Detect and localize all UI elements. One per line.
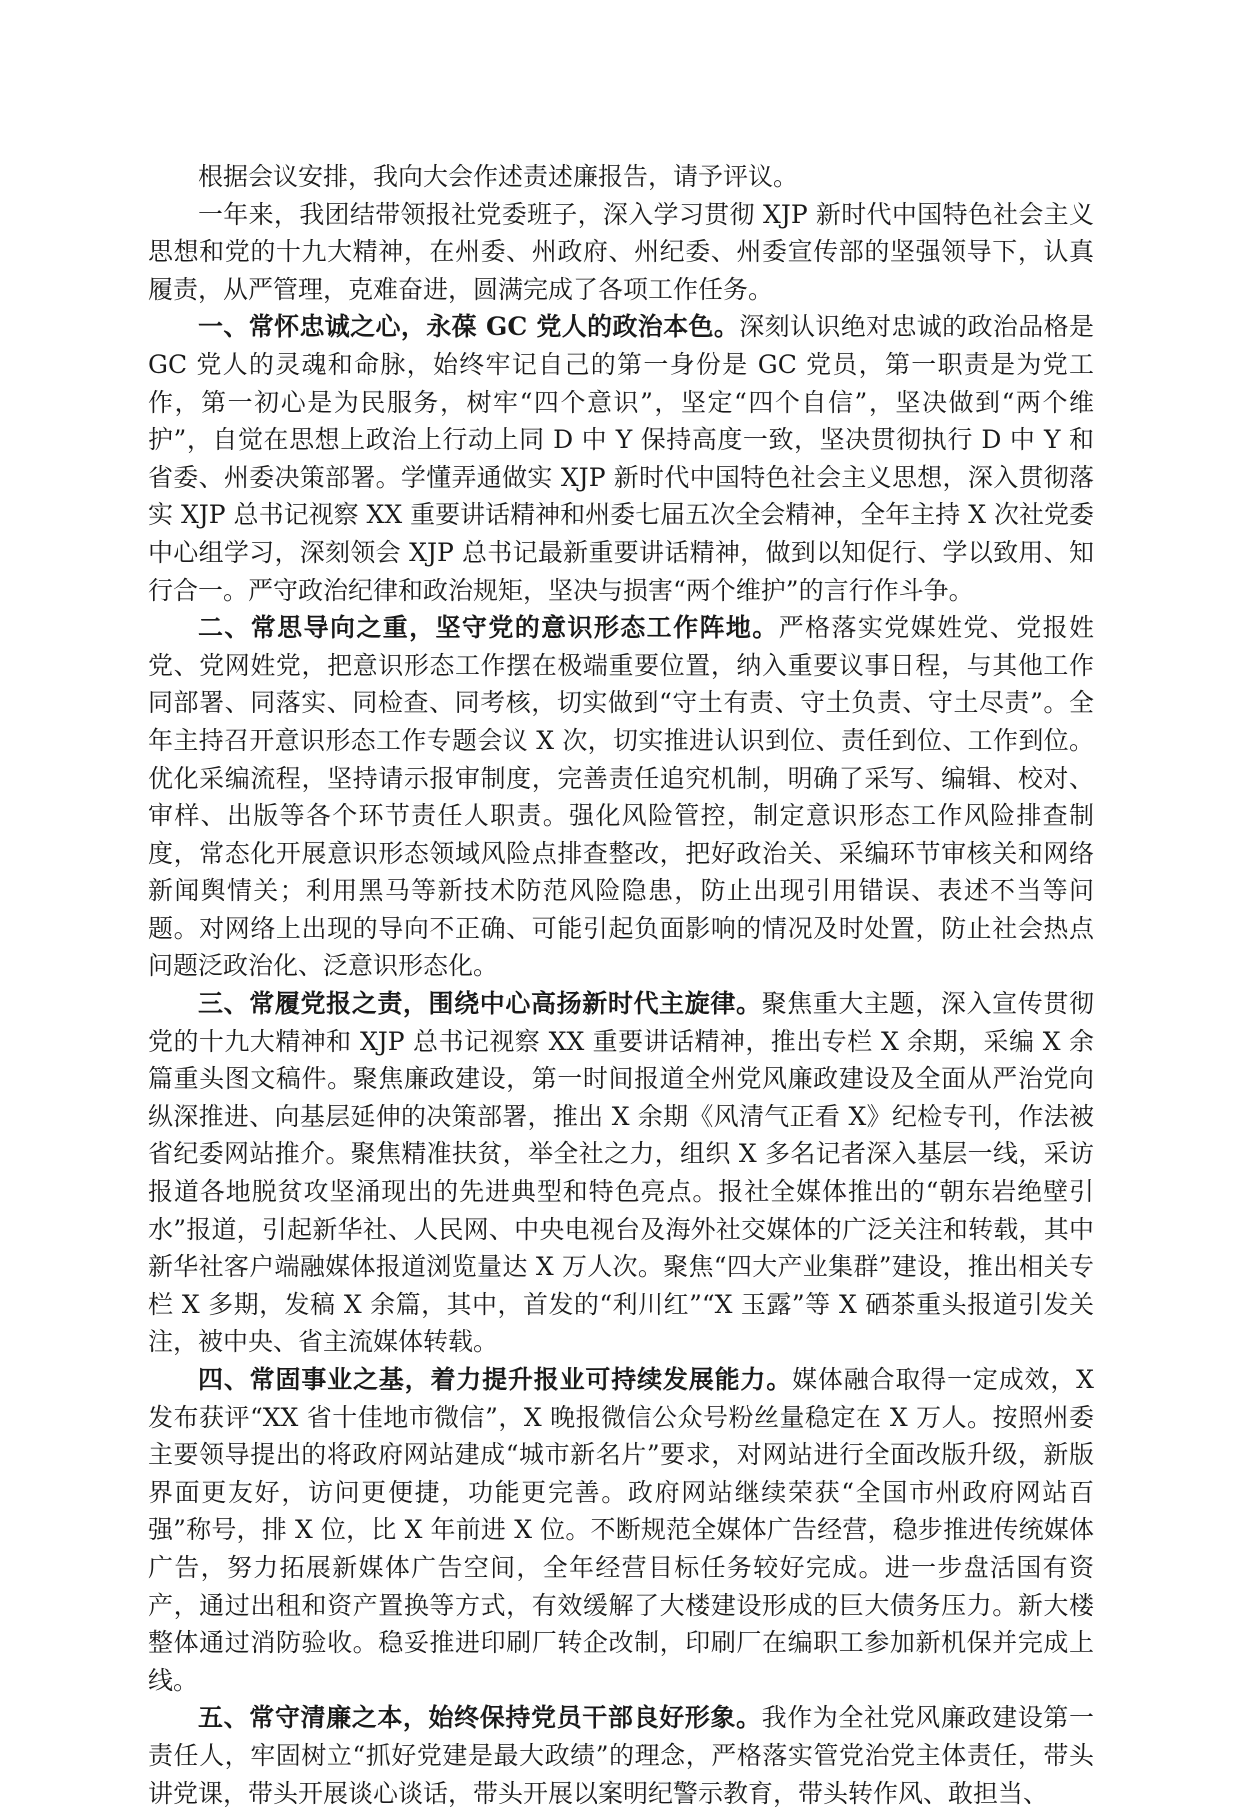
section-paragraph-2 xyxy=(148,609,1094,985)
intro-paragraph: 根据会议安排，我向大会作述责述廉报告，请予评议。 xyxy=(198,162,799,191)
section-body-3: 聚焦重大主题，深入宣传贯彻党的十九大精神和 XJP 总书记视察 XX 重要讲话精神，推出专栏 X 余期，采编 X 余篇重头图文稿件。聚焦廉政建设，第一时间报道全州党风廉政建设及全面从严治党向纵深推进、向基层延伸的决策部署，推出 X 余期《风清气正看 X》纪检专刊，作法被省纪委网站推介。聚焦精准扶贫，举全社之力，组织 X 多名记者深入基层一线，采访报道各地脱贫攻坚涌现出的先进典型和特色亮点。报社全媒体推出的“朝东岩绝壁引水”报道，引起新华社、人民网、中央电视台及海外社交媒体的广泛关注和转载，其中新华社客户端融媒体报道浏览量达 X 万人次。聚焦“四大产业集群”建设，推出相关专栏 X 多期，发稿 X 余篇，其中，首发的“利川红”“X 玉露”等 X 硒茶重头报道引发关注，被中央、省主流媒体转载。 xyxy=(148,989,1094,1357)
section-body-4: 媒体融合取得一定成效，X 发布获评“XX 省十佳地市微信”，X 晚报微信公众号粉丝量稳定在 X 万人。按照州委主要领导提出的将政府网站建成“城市新名片”要求，对网站进行全面改版升级，新版界面更友好，访问更便捷，功能更完善。政府网站继续荣获“全国市州政府网站百强”称号，排 X 位，比 X 年前进 X 位。不断规范全媒体广告经营，稳步推进传统媒体广告，努力拓展新媒体广告空间，全年经营目标任务较好完成。进一步盘活国有资产，通过出租和资产置换等方式，有效缓解了大楼建设形成的巨大债务压力。新大楼整体通过消防验收。稳妥推进印刷厂转企改制，印刷厂在编职工参加新机保并完成上线。 xyxy=(148,1365,1094,1695)
section-heading-5: 五、常守清廉之本，始终保持党员干部良好形象。 xyxy=(198,1703,762,1733)
summary-paragraph: 一年来，我团结带领报社党委班子，深入学习贯彻 XJP 新时代中国特色社会主义思想和党的十九大精神，在州委、州政府、州纪委、州委宣传部的坚强领导下，认真履责，从严管理，克难奋进，圆满完成了各项工作任务。 xyxy=(148,199,1094,304)
section-body-1: 深刻认识绝对忠诚的政治品格是 GC 党人的灵魂和命脉，始终牢记自己的第一身份是 GC 党员，第一职责是为党工作，第一初心是为民服务，树牢“四个意识”，坚定“四个自信”，坚决做到“两个维护”，自觉在思想上政治上行动上同 D 中 Y 保持高度一致，坚决贯彻执行 D 中 Y 和省委、州委决策部署。学懂弄通做实 XJP 新时代中国特色社会主义思想，深入贯彻落实 XJP 总书记视察 XX 重要讲话精神和州委七届五次全会精神，全年主持 X 次社党委中心组学习，深刻领会 XJP 总书记最新重要讲话精神，做到以知促行、学以致用、知行合一。严守政治纪律和政治规矩，坚决与损害“两个维护”的言行作斗争。 xyxy=(148,312,1094,605)
section-body-5: 我作为全社党风廉政建设第一责任人，牢固树立“抓好党建是最大政绩”的理念，严格落实管党治党主体责任，带头讲党课，带头开展谈心谈话，带头开展以案明纪警示教育，带头转作风、敢担当、 xyxy=(148,1703,1094,1808)
section-paragraph-4 xyxy=(148,1361,1094,1699)
section-heading-1: 一、常怀忠诚之心，永葆 GC 党人的政治本色。 xyxy=(198,312,740,342)
section-paragraph-5 xyxy=(148,1699,1094,1812)
section-paragraph-1 xyxy=(148,308,1094,609)
section-paragraph-3 xyxy=(148,985,1094,1361)
section-heading-4: 四、常固事业之基，着力提升报业可持续发展能力。 xyxy=(198,1365,793,1394)
section-body-2: 严格落实党媒姓党、党报姓党、党网姓党，把意识形态工作摆在极端重要位置，纳入重要议事日程，与其他工作同部署、同落实、同检查、同考核，切实做到“守土有责、守土负责、守土尽责”。全年主持召开意识形态工作专题会议 X 次，切实推进认识到位、责任到位、工作到位。优化采编流程，坚持请示报审制度，完善责任追究机制，明确了采写、编辑、校对、审样、出版等各个环节责任人职责。强化风险管控，制定意识形态工作风险排查制度，常态化开展意识形态领域风险点排查整改，把好政治关、采编环节审核关和网络新闻舆情关；利用黑马等新技术防范风险隐患，防止出现引用错误、表述不当等问题。对网络上出现的导向不正确、可能引起负面影响的情况及时处置，防止社会热点问题泛政治化、泛意识形态化。 xyxy=(148,613,1094,981)
section-heading-2: 二、常思导向之重，坚守党的意识形态工作阵地。 xyxy=(198,613,779,643)
section-heading-3: 三、常履党报之责，围绕中心高扬新时代主旋律。 xyxy=(198,989,762,1019)
document-page xyxy=(148,158,1094,1812)
